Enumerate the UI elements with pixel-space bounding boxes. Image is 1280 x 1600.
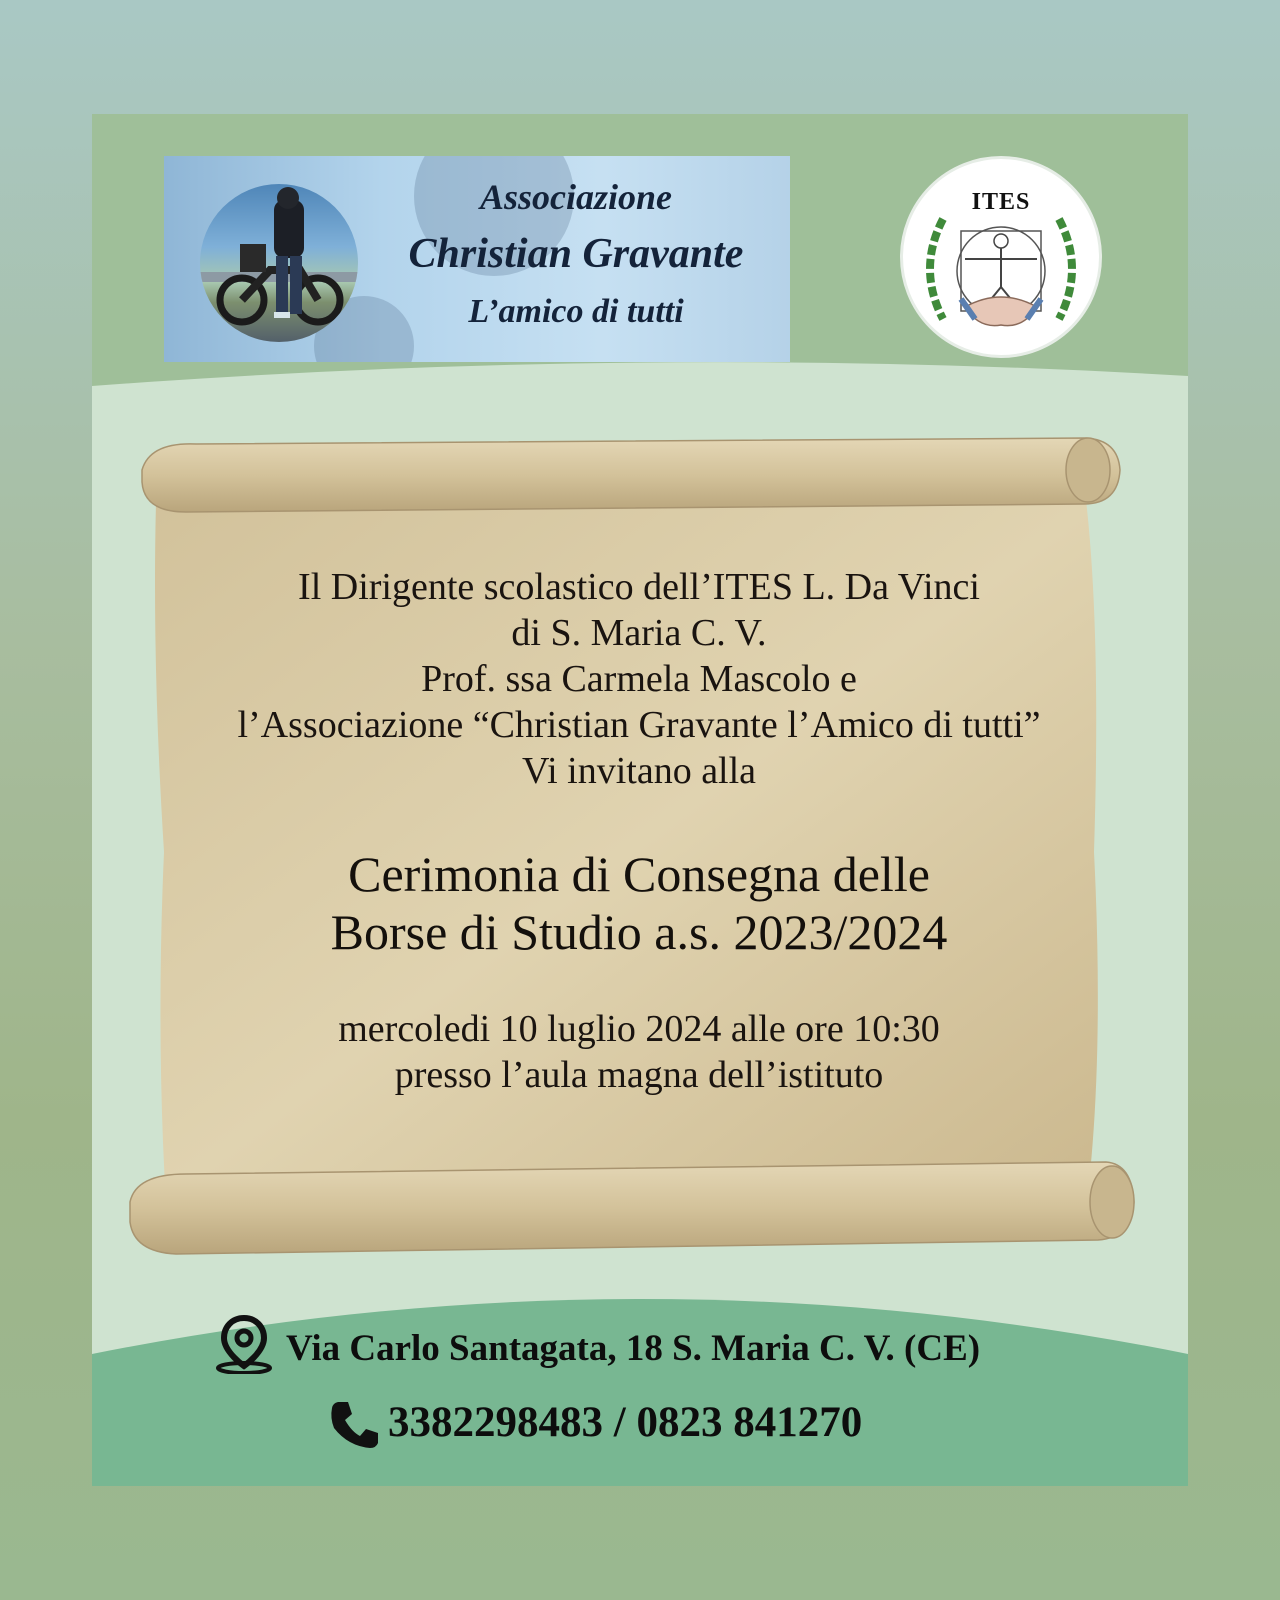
event-place: presso l’aula magna dell’istituto: [394, 1054, 884, 1096]
association-line-1: Associazione: [479, 177, 673, 217]
event-title-line: Cerimonia di Consegna delle: [348, 846, 930, 902]
association-line-2: Christian Gravante: [408, 231, 744, 277]
location-pin-icon: [214, 1314, 274, 1379]
phone-icon: [328, 1398, 380, 1455]
invitation-line: Vi invitano alla: [521, 750, 757, 792]
invitation-line: Prof. ssa Carmela Mascolo e: [421, 658, 857, 700]
contact-phone: 3382298483 / 0823 841270: [388, 1399, 863, 1446]
invitation-line: l’Associazione “Christian Gravante l’Amico di tutti”: [237, 704, 1041, 746]
event-title: [154, 845, 1124, 961]
invitation-line: di S. Maria C. V.: [511, 612, 767, 654]
invitation-card: [92, 114, 1188, 1486]
association-banner: [164, 156, 790, 362]
event-date-place: [154, 1006, 1124, 1098]
motorcycle-photo-icon: [200, 184, 358, 342]
association-name: [376, 170, 776, 340]
association-line-3: L’amico di tutti: [468, 293, 684, 330]
contact-address: Via Carlo Santagata, 18 S. Maria C. V. (CE): [286, 1328, 981, 1369]
ites-school-logo: [900, 156, 1102, 358]
association-photo: [200, 184, 358, 342]
invitation-line: Il Dirigente scolastico dell’ITES L. Da Vinci: [298, 566, 980, 608]
ites-logo-word: ITES: [971, 189, 1031, 215]
event-date: mercoledi 10 luglio 2024 alle ore 10:30: [338, 1008, 940, 1050]
event-title-line: Borse di Studio a.s. 2023/2024: [330, 904, 948, 960]
invitation-text: [154, 564, 1124, 794]
